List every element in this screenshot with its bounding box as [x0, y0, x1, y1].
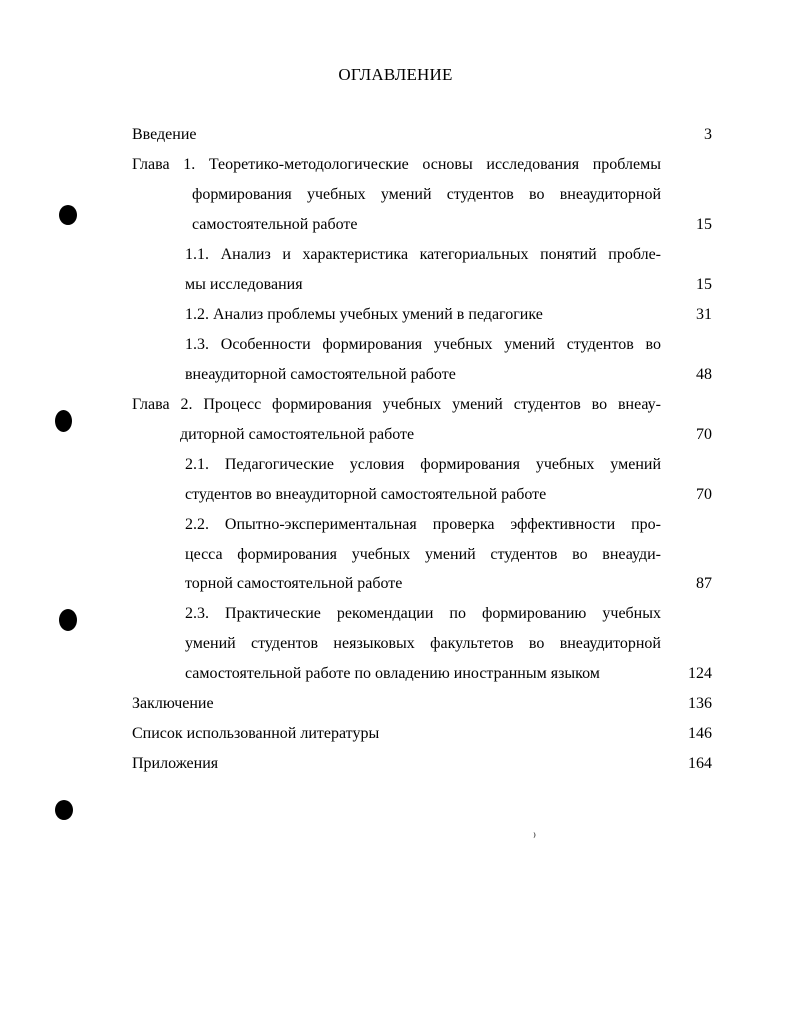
toc-entry-text: мы исследования	[185, 276, 303, 293]
toc-page-number: 70	[696, 486, 712, 503]
toc-entry-text: Заключение	[132, 695, 214, 712]
punch-hole-mark	[55, 410, 72, 432]
toc-page-number: 87	[696, 575, 712, 592]
punch-hole-mark	[59, 205, 77, 225]
toc-page-number: 136	[688, 695, 712, 712]
toc-entry-text: умений студентов неязыковых факультетов во внеаудиторной	[185, 635, 661, 652]
toc-entry-text: студентов во внеаудиторной самостоятельной работе	[185, 486, 547, 503]
toc-entry-bibliography	[0, 723, 791, 745]
toc-entry-section-2-2	[0, 514, 791, 536]
toc-entry-appendices	[0, 753, 791, 775]
toc-entry-chapter-1	[0, 154, 791, 176]
toc-entry-section-2-1	[0, 454, 791, 476]
toc-entry-text: 2.1. Педагогические условия формирования учебных умений	[185, 456, 661, 473]
toc-entry-text: 1.3. Особенности формирования учебных умений студентов во	[185, 336, 661, 353]
toc-entry-conclusion	[0, 693, 791, 715]
toc-entry-text: Приложения	[132, 755, 219, 772]
toc-entry-text: цесса формирования учебных умений студентов во внеауди-	[185, 546, 661, 563]
scan-artifact-mark: ⁾	[533, 830, 536, 844]
toc-page-number: 31	[696, 306, 712, 323]
toc-entry-section-2-3-end	[0, 663, 791, 685]
toc-entry-section-2-3-cont	[0, 633, 791, 655]
toc-page-number: 3	[704, 126, 712, 143]
page-title: ОГЛАВЛЕНИЕ	[338, 65, 453, 84]
toc-entry-text: диторной самостоятельной работе	[180, 426, 415, 443]
toc-page-number: 164	[688, 755, 712, 772]
toc-entry-section-2-2-cont	[0, 544, 791, 566]
toc-entry-text: 2.3. Практические рекомендации по формированию учебных	[185, 605, 661, 622]
toc-entry-section-1-1	[0, 244, 791, 266]
toc-entry-text: 1.2. Анализ проблемы учебных умений в педагогике	[185, 306, 543, 323]
toc-entry-text: торной самостоятельной работе	[185, 575, 403, 592]
toc-entry-text: Глава 1. Теоретико-методологические основы исследования проблемы	[132, 156, 661, 173]
toc-entry-section-1-3-end	[0, 364, 791, 386]
toc-entry-text: внеаудиторной самостоятельной работе	[185, 366, 456, 383]
toc-entry-chapter-2	[0, 394, 791, 416]
toc-page-number: 48	[696, 366, 712, 383]
toc-page-number: 15	[696, 216, 712, 233]
toc-page-number: 146	[688, 725, 712, 742]
toc-entry-section-2-3	[0, 603, 791, 625]
toc-entry-section-2-1-end	[0, 484, 791, 506]
toc-entry-text: Введение	[132, 126, 197, 143]
punch-hole-mark	[55, 800, 73, 820]
toc-entry-text: самостоятельной работе по овладению иностранным языком	[185, 665, 600, 682]
toc-page-number: 124	[688, 665, 712, 682]
punch-hole-mark	[59, 609, 77, 631]
toc-entry-section-1-2	[0, 304, 791, 326]
toc-entry-section-1-3	[0, 334, 791, 356]
toc-entry-text: Список использованной литературы	[132, 725, 380, 742]
toc-entry-text: самостоятельной работе	[192, 216, 358, 233]
toc-page-number: 70	[696, 426, 712, 443]
toc-entry-intro	[0, 124, 791, 146]
toc-entry-chapter-2-end	[0, 424, 791, 446]
toc-page-number: 15	[696, 276, 712, 293]
toc-entry-text: 1.1. Анализ и характеристика категориальных понятий пробле-	[185, 246, 661, 263]
toc-entry-chapter-1-end	[0, 214, 791, 236]
toc-entry-text: 2.2. Опытно-экспериментальная проверка эффективности про-	[185, 516, 661, 533]
toc-entry-chapter-1-cont	[0, 184, 791, 206]
toc-entry-section-1-1-end	[0, 274, 791, 296]
toc-entry-text: Глава 2. Процесс формирования учебных умений студентов во внеау-	[132, 396, 661, 413]
toc-entry-section-2-2-end	[0, 573, 791, 595]
toc-entry-text: формирования учебных умений студентов во внеаудиторной	[192, 186, 661, 203]
